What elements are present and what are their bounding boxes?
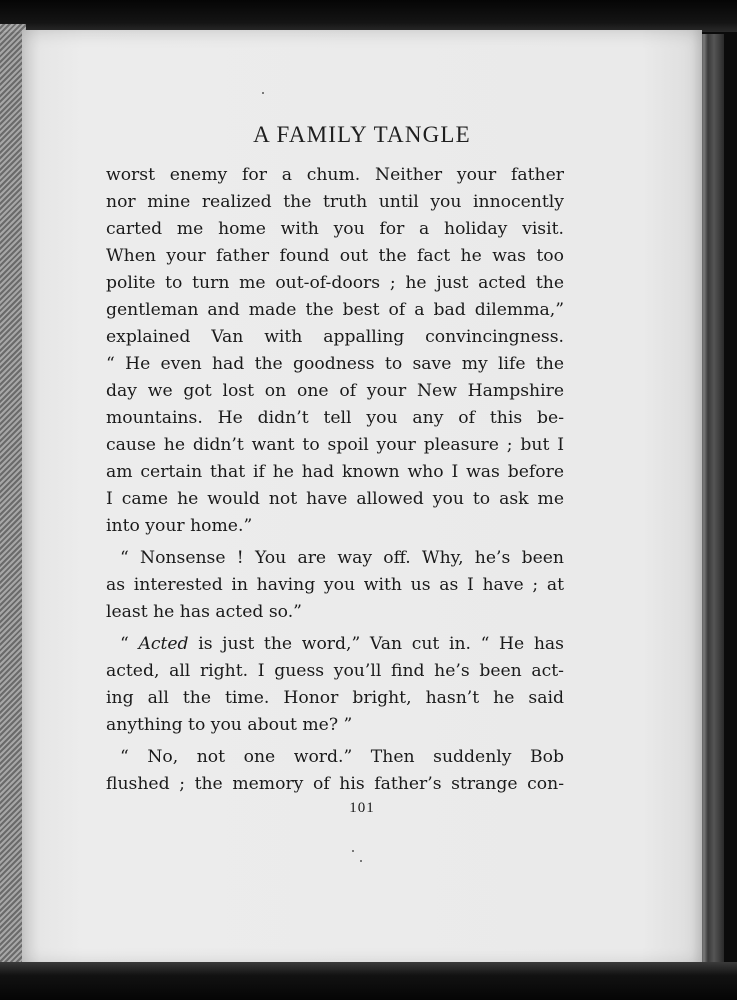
text-line: least he has acted so.” <box>106 602 302 622</box>
text-line: carted me home with you for a holiday visit. <box>106 219 564 239</box>
quote-open: “ <box>120 634 139 654</box>
text-line: anything to you about me? ” <box>106 715 353 735</box>
text-line: polite to turn me out-of-doors ; he just acted the <box>106 273 564 293</box>
text-line: “ Nonsense ! You are way off. Why, he’s been <box>120 548 564 568</box>
italic-word: Acted <box>138 634 189 654</box>
text-line: gentleman and made the best of a bad dilemma,” <box>106 300 564 320</box>
text-line: “ No, not one word.” Then suddenly Bob <box>120 747 564 767</box>
text-line: as interested in having you with us as I have ; at <box>106 575 564 595</box>
text-line: When your father found out the fact he was too <box>106 246 564 266</box>
speck <box>262 92 264 94</box>
text-line: acted, all right. I guess you’ll find he’s been act- <box>106 661 564 681</box>
speck <box>352 850 354 852</box>
text-line: worst enemy for a chum. Neither your father <box>106 165 564 185</box>
text-line: explained Van with appalling convincingness. <box>106 327 564 347</box>
bottom-shadow <box>0 962 737 1000</box>
body-text <box>106 162 564 798</box>
text-line: “ He even had the goodness to save my life the <box>106 354 564 374</box>
text-line: flushed ; the memory of his father’s strange con- <box>106 774 564 794</box>
text-line: cause he didn’t want to spoil your pleasure ; but I <box>106 435 564 455</box>
page-number: 101 <box>349 800 375 816</box>
text-line: mountains. He didn’t tell you any of this be- <box>106 408 564 428</box>
top-shadow <box>0 0 737 32</box>
text-line: day we got lost on one of your New Hampshire <box>106 381 564 401</box>
text-line <box>106 631 564 658</box>
speck <box>360 860 362 862</box>
running-head: A FAMILY TANGLE <box>253 122 471 147</box>
page-edge <box>700 34 724 966</box>
text-line: am certain that if he had known who I was before <box>106 462 564 482</box>
text-line: nor mine realized the truth until you innocently <box>106 192 564 212</box>
text-line: into your home.” <box>106 516 253 536</box>
line-rest: is just the word,” Van cut in. “ He has <box>188 634 564 654</box>
text-line: ing all the time. Honor bright, hasn’t he said <box>106 688 564 708</box>
text-line: I came he would not have allowed you to ask me <box>106 489 564 509</box>
